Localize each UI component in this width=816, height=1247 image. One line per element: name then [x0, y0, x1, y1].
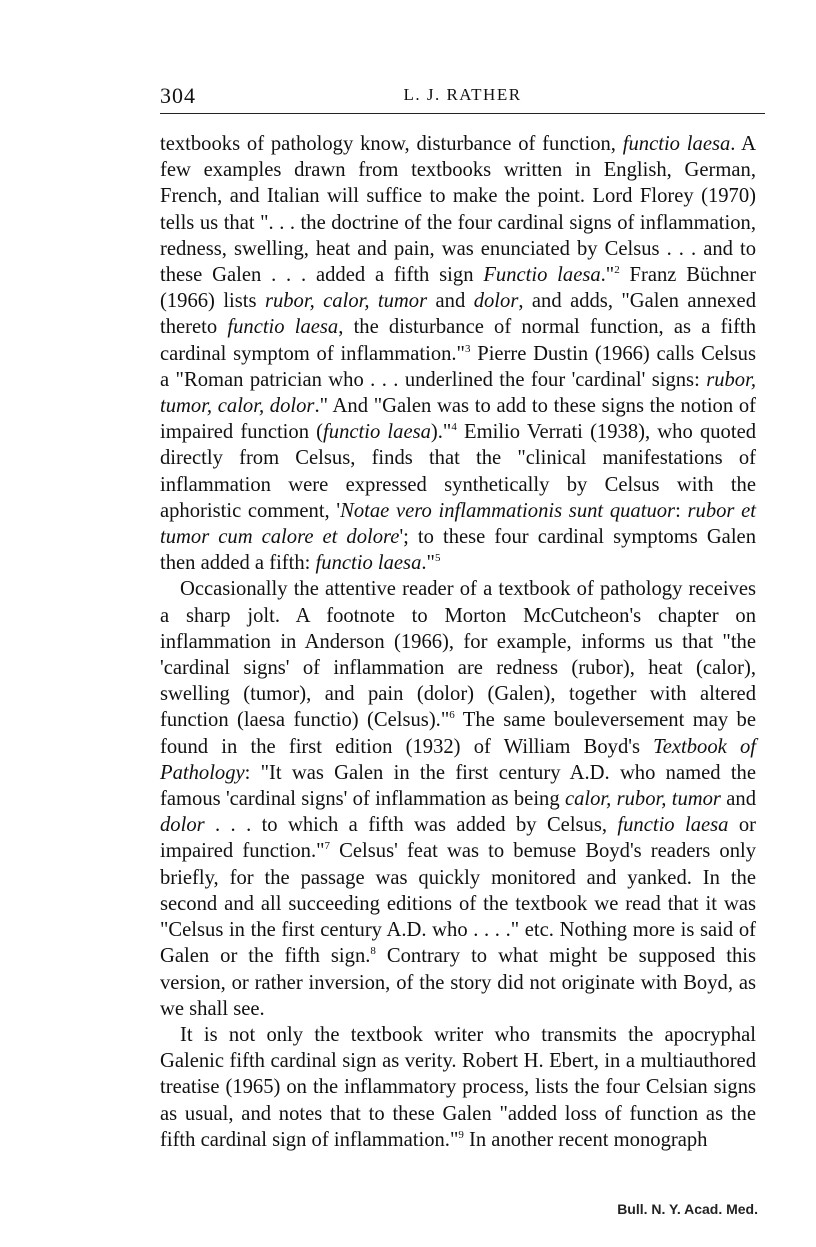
text-run: ." And "Galen was to add to these signs the notion of impaired function ( [160, 395, 757, 444]
paragraph-3 [160, 1022, 756, 1153]
text-run: or impaired function." [160, 814, 756, 863]
text-run: '; to these four cardinal symptoms Galen then added a fifth: [160, 526, 756, 575]
footnote-ref: 6 [449, 709, 455, 722]
italic-term: Notae vero inflammationis sunt quatuor [340, 499, 676, 522]
italic-term: rubor et tumor cum calore et dolore [160, 499, 756, 549]
running-head: L. J. RATHER [403, 85, 522, 104]
page-header [160, 83, 765, 114]
italic-term: dolor [160, 814, 205, 837]
text-run: Contrary to what might be supposed this version, or rather inversion, of the story did not originate with Boyd, as we shall see. [160, 945, 756, 1020]
text-run: . . . to which a fifth was added by Celsus, [204, 814, 618, 837]
footnote-ref: 2 [614, 264, 620, 277]
italic-term: calor, rubor, tumor [564, 788, 721, 811]
text-run: The same bouleversement may be found in the first edition (1932) of William Boyd's [160, 709, 756, 758]
text-run: Celsus' feat was to bemuse Boyd's readers only briefly, for the passage was quickly monitored and yanked. In the second and all succeeding editions of the textbook we read that it was "Celsus in the first century A.D. who . . . ." etc. Nothing more is said of Galen or the fifth sign. [160, 840, 757, 968]
text-run: textbooks of pathology know, disturbance of function, [160, 133, 623, 155]
text-run: and [427, 290, 474, 313]
text-run: Occasionally the attentive reader of a textbook of pathology receives a sharp jolt. A footnote to Morton McCutcheon's chapter on inflammation in Anderson (1966), for example, informs us that "the 'cardinal signs' of inflammation are redness (rubor), heat (calor), swelling (tumor), and pain (dolor) (Galen), together with altered function (laesa functio) (Celsus)." [160, 578, 756, 732]
text-run: ." [600, 264, 615, 287]
italic-term: functio laesa [617, 814, 729, 837]
text-run: and [720, 788, 756, 811]
italic-term: rubor, tumor, calor, dolor [160, 368, 756, 418]
text-run: In another recent monograph [463, 1128, 708, 1151]
article-body [160, 131, 756, 1153]
italic-term: functio laesa [622, 133, 731, 155]
text-run: Franz Büchner (1966) lists [160, 264, 756, 313]
italic-term: functio laesa [323, 421, 431, 444]
footnote-ref: 4 [451, 421, 457, 434]
italic-term: functio laesa [227, 316, 339, 339]
text-run: : [675, 499, 688, 522]
text-run: )." [430, 421, 452, 444]
footnote-ref: 8 [370, 945, 376, 958]
italic-term: Textbook of Pathology [160, 735, 756, 784]
footnote-ref: 7 [324, 840, 331, 853]
text-run: Emilio Verrati (1938), who quoted directly from Celsus, finds that the "clinical manifestations of inflammation were expressed synthetically by Celsus with the aphoristic comment, ' [160, 421, 757, 522]
footnote-ref: 3 [464, 342, 471, 355]
text-run: , the disturbance of normal function, as a fifth cardinal symptom of inflammation." [160, 316, 756, 365]
paragraph-1 [160, 131, 756, 576]
footnote-ref: 5 [434, 552, 441, 565]
paragraph-2 [160, 576, 756, 1021]
text-run: : "It was Galen in the first century A.D. who named the famous 'cardinal signs' of inflammation as being [160, 761, 756, 811]
italic-term: dolor [473, 290, 519, 313]
text-run: , and adds, "Galen annexed thereto [160, 290, 756, 339]
italic-term: functio laesa [315, 552, 422, 575]
italic-term: rubor, calor, tumor [264, 290, 428, 313]
footnote-ref: 9 [458, 1128, 464, 1141]
text-run: ." [421, 552, 435, 575]
text-run: . A few examples drawn from textbooks written in English, German, French, and Italian will suffice to make the point. Lord Florey (1970) tells us that ". . . the doctrine of the four cardinal signs of inflammation, redness, swelling, heat and pain, was enunciated by Celsus . . . and to these Galen . . . added a fifth sign [160, 133, 756, 287]
italic-term: Functio laesa [483, 264, 601, 287]
text-run: Pierre Dustin (1966) calls Celsus a "Roman patrician who . . . underlined the four 'cardinal' signs: [160, 342, 756, 391]
text-run: It is not only the textbook writer who transmits the apocryphal Galenic fifth cardinal sign as verity. Robert H. Ebert, in a multiauthored treatise (1965) on the inflammatory process, lists the four Celsian signs as usual, and notes that to these Galen "added loss of function as the fifth cardinal sign of inflammation." [160, 1023, 756, 1151]
page-number: 304 [160, 83, 196, 108]
journal-footer: Bull. N. Y. Acad. Med. [617, 1201, 758, 1217]
